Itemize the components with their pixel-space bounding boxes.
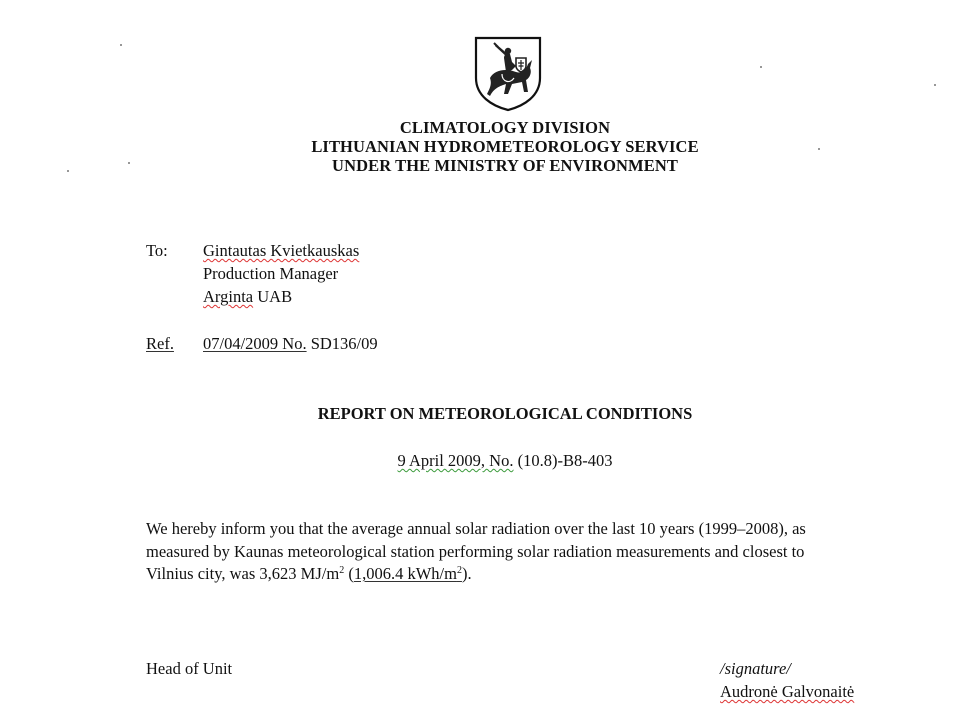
letterhead-service: LITHUANIAN HYDROMETEOROLOGY SERVICE	[311, 137, 699, 156]
report-date	[180, 451, 830, 470]
radiation-mj-sup: 2	[339, 565, 345, 576]
letterhead-division: CLIMATOLOGY DIVISION	[399, 118, 611, 137]
ref-date: 07/04/2009 No.	[203, 334, 307, 353]
report-number: (10.8)-B8-403	[513, 451, 613, 470]
scan-speck	[128, 162, 130, 164]
recipient-name-text: Gintautas Kvietkauskas	[203, 241, 360, 260]
radiation-kwh	[354, 564, 462, 583]
scan-speck	[934, 84, 936, 86]
paren-open: (	[344, 564, 354, 583]
radiation-kwh-sup: 2	[456, 565, 462, 576]
body-line-3	[146, 563, 876, 586]
company-name: Arginta	[203, 287, 254, 306]
ref-number: SD136/09	[306, 334, 378, 353]
head-of-unit: Head of Unit	[146, 659, 233, 678]
coat-of-arms-icon	[472, 34, 544, 112]
signatory-name	[720, 682, 854, 701]
body-line-1: We hereby inform you that the average annual solar radiation over the last 10 years (1999–2008), as	[146, 519, 806, 538]
ref-label	[146, 334, 174, 353]
ref-value	[203, 334, 378, 353]
report-title: REPORT ON METEOROLOGICAL CONDITIONS	[317, 404, 693, 423]
scan-speck	[67, 170, 69, 172]
letterhead-ministry: UNDER THE MINISTRY OF ENVIRONMENT	[332, 156, 678, 175]
paren-close: ).	[461, 564, 472, 583]
signature-placeholder: /signature/	[720, 659, 791, 678]
to-label: To:	[146, 241, 168, 260]
company-suffix: UAB	[253, 287, 293, 306]
body-line-2: measured by Kaunas meteorological station performing solar radiation measurements and closest to	[146, 541, 805, 561]
radiation-mj: Vilnius city, was 3,623 MJ/m	[146, 564, 340, 583]
ref-label-text: Ref.	[146, 334, 174, 353]
radiation-kwh-text: 1,006.4 kWh/m	[353, 564, 457, 583]
report-date-text: 9 April 2009, No.	[397, 451, 514, 470]
recipient-company	[203, 287, 292, 306]
recipient-name	[203, 241, 359, 260]
body-paragraph	[146, 518, 876, 586]
recipient-title: Production Manager	[203, 264, 339, 283]
scan-speck	[120, 44, 122, 46]
signatory-name-text: Audronė Galvonaitė	[720, 682, 855, 701]
letterhead	[180, 118, 830, 175]
scan-speck	[760, 66, 762, 68]
